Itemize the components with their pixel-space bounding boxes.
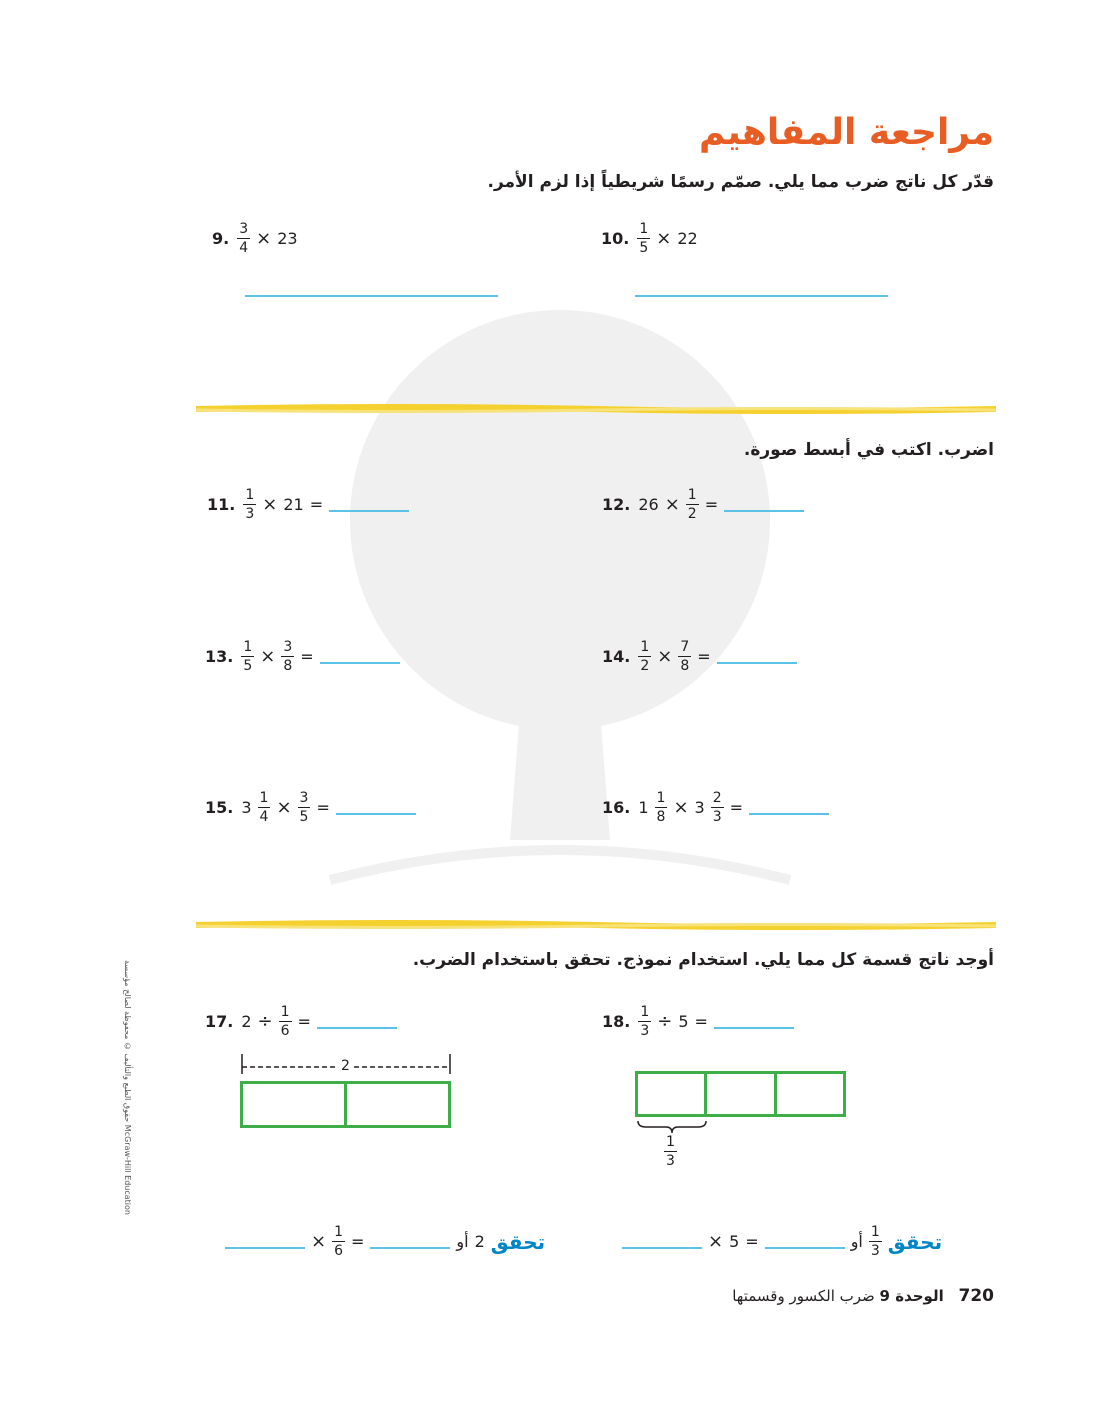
fraction (638, 1005, 651, 1038)
times-sign: × (276, 797, 292, 818)
problem-number: 15. (205, 798, 234, 817)
problem-number: 13. (205, 647, 234, 666)
denominator: 2 (687, 506, 697, 522)
times-sign: × (260, 646, 276, 667)
denominator: 3 (245, 506, 255, 522)
denominator: 8 (680, 658, 690, 674)
denominator: 2 (640, 658, 650, 674)
page-title: مراجعة المفاهيم (699, 112, 994, 153)
equals-sign: = (729, 798, 744, 817)
unit-label: الوحدة 9 (879, 1287, 944, 1305)
equals-sign: = (297, 1012, 311, 1031)
page-number: 720 (958, 1286, 994, 1306)
equals-sign: = (704, 495, 719, 514)
answer-blank[interactable] (717, 650, 797, 664)
check-label: تحقق (887, 1229, 943, 1254)
fraction (258, 791, 271, 824)
problem-11 (207, 488, 409, 521)
numerator: 1 (259, 790, 269, 806)
divider-stripe (196, 404, 996, 414)
times-sign: × (664, 494, 680, 515)
denominator: 5 (243, 658, 253, 674)
times-sign: × (673, 797, 689, 818)
operand: 23 (277, 229, 298, 248)
problem-9 (212, 222, 298, 255)
numerator: 1 (640, 1004, 650, 1020)
times-sign: × (256, 228, 272, 249)
answer-blank[interactable] (370, 1235, 450, 1249)
fraction (281, 640, 294, 673)
numerator: 1 (870, 1224, 880, 1240)
fraction (637, 222, 650, 255)
chapter-topic: ضرب الكسور وقسمتها (732, 1287, 875, 1305)
copyright-side-text: حقوق الطبع والتأليف © محفوظة لصالح مؤسسة McGraw-Hill Education (123, 960, 132, 1215)
operand: 21 (283, 495, 304, 514)
equals-sign: = (351, 1232, 365, 1251)
problem-number: 17. (205, 1012, 234, 1031)
operand: 5 (729, 1232, 740, 1251)
answer-line-10[interactable] (635, 295, 888, 297)
numerator: 1 (334, 1224, 344, 1240)
fraction (869, 1225, 882, 1258)
answer-blank[interactable] (714, 1015, 794, 1029)
times-sign: × (262, 494, 278, 515)
fraction (237, 222, 250, 255)
fraction (279, 1005, 292, 1038)
fraction (711, 791, 724, 824)
problem-14 (602, 640, 797, 673)
denominator: 6 (334, 1243, 344, 1259)
or-word: أو (850, 1232, 863, 1251)
numerator: 1 (687, 487, 697, 503)
problem-number: 18. (602, 1012, 631, 1031)
answer-blank[interactable] (320, 650, 400, 664)
numerator: 1 (640, 639, 650, 655)
check-value: 2 (474, 1232, 485, 1251)
fraction (332, 1225, 345, 1258)
denominator: 3 (870, 1243, 880, 1259)
problem-12 (602, 488, 804, 521)
bar-cell (347, 1084, 448, 1125)
problem-16 (602, 791, 829, 824)
times-sign: × (656, 228, 672, 249)
denominator: 8 (656, 809, 666, 825)
denominator: 5 (639, 240, 649, 256)
check-row-17 (225, 1225, 545, 1258)
operand: 2 (241, 1012, 252, 1031)
brace-fraction (664, 1135, 677, 1168)
times-sign: × (311, 1231, 327, 1252)
equals-sign: = (697, 647, 711, 666)
bar-model-17 (240, 1081, 451, 1128)
or-word: أو (456, 1232, 469, 1251)
numerator: 1 (656, 790, 666, 806)
answer-blank[interactable] (225, 1235, 305, 1249)
problem-number: 16. (602, 798, 631, 817)
numerator: 7 (680, 639, 690, 655)
denominator: 8 (283, 658, 293, 674)
operand: 5 (678, 1012, 689, 1031)
whole-number: 1 (638, 798, 649, 817)
answer-blank[interactable] (765, 1235, 845, 1249)
brace (636, 1119, 708, 1135)
bar-cell (707, 1074, 776, 1114)
problem-number: 11. (207, 495, 236, 514)
problem-17 (205, 1005, 397, 1038)
answer-line-9[interactable] (245, 295, 498, 297)
section3-instruction: أوجد ناتج قسمة كل مما يلي. استخدام نموذج. تحقق باستخدام الضرب. (412, 950, 994, 970)
divide-sign: ÷ (257, 1011, 273, 1032)
numerator: 1 (245, 487, 255, 503)
problem-number: 9. (212, 229, 230, 248)
answer-blank[interactable] (724, 498, 804, 512)
answer-blank[interactable] (317, 1015, 397, 1029)
page-footer (732, 1286, 994, 1306)
answer-blank[interactable] (622, 1235, 702, 1249)
bar-cell (777, 1074, 843, 1114)
problem-10 (601, 222, 698, 255)
bar-length-label: 2 (341, 1058, 350, 1074)
bar-model-18 (635, 1071, 846, 1117)
numerator: 1 (280, 1004, 290, 1020)
operand: 22 (677, 229, 698, 248)
denominator: 3 (666, 1153, 675, 1169)
problem-number: 12. (602, 495, 631, 514)
times-sign: × (657, 646, 673, 667)
equals-sign: = (300, 647, 314, 666)
fraction (638, 640, 651, 673)
numerator: 1 (243, 639, 253, 655)
whole-number: 3 (694, 798, 705, 817)
equals-sign: = (316, 798, 330, 817)
problem-13 (205, 640, 400, 673)
numerator: 3 (283, 639, 293, 655)
denominator: 4 (239, 240, 249, 256)
problem-15 (205, 791, 416, 824)
denominator: 3 (712, 809, 722, 825)
divider-stripe (196, 920, 996, 930)
bar-cell (638, 1074, 707, 1114)
denominator: 4 (259, 809, 269, 825)
problem-number: 10. (601, 229, 630, 248)
numerator: 2 (712, 790, 722, 806)
bar-cell (243, 1084, 347, 1125)
numerator: 1 (666, 1134, 675, 1150)
fraction (241, 640, 254, 673)
denominator: 5 (299, 809, 309, 825)
numerator: 3 (239, 221, 249, 237)
numerator: 1 (639, 221, 649, 237)
answer-blank[interactable] (329, 498, 409, 512)
whole-number: 3 (241, 798, 252, 817)
section2-instruction: اضرب. اكتب في أبسط صورة. (743, 440, 994, 460)
numerator: 3 (299, 790, 309, 806)
answer-blank[interactable] (749, 801, 829, 815)
fraction (686, 488, 699, 521)
problem-number: 14. (602, 647, 631, 666)
operand: 26 (638, 495, 659, 514)
fraction (298, 791, 311, 824)
fraction (678, 640, 691, 673)
equals-sign: = (694, 1012, 708, 1031)
equals-sign: = (309, 495, 324, 514)
check-label: تحقق (490, 1229, 546, 1254)
denominator: 3 (640, 1023, 650, 1039)
divide-sign: ÷ (657, 1011, 673, 1032)
answer-blank[interactable] (336, 801, 416, 815)
times-sign: × (708, 1231, 724, 1252)
fraction (655, 791, 668, 824)
problem-18 (602, 1005, 794, 1038)
fraction (243, 488, 256, 521)
denominator: 6 (280, 1023, 290, 1039)
section1-instruction: قدّر كل ناتج ضرب مما يلي. صمّم رسمًا شريطياً إذا لزم الأمر. (487, 172, 994, 192)
equals-sign: = (745, 1232, 759, 1251)
check-row-18 (622, 1225, 942, 1258)
